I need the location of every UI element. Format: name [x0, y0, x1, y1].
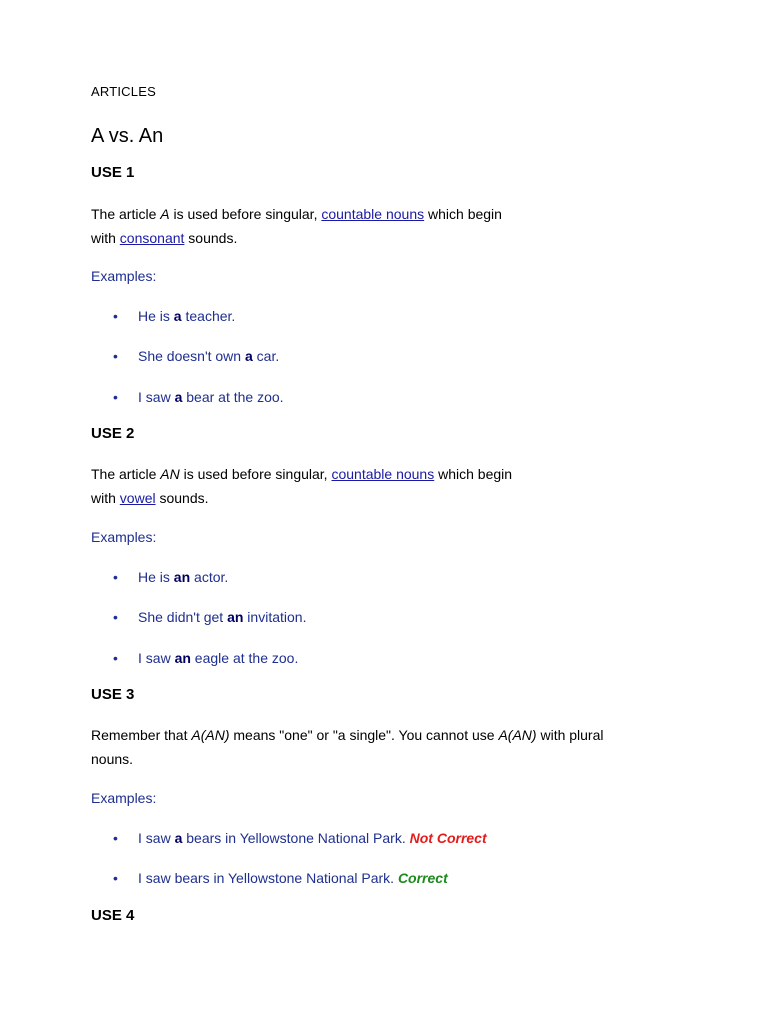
bullet-icon: • — [113, 870, 118, 886]
use2-paragraph: The article AN is used before singular, countable nouns which begin with vowel sounds. — [91, 466, 513, 506]
countable-nouns-link[interactable]: countable nouns — [321, 206, 425, 222]
use4-heading: USE 4 — [91, 907, 135, 924]
vowel-link[interactable]: vowel — [119, 490, 156, 506]
bullet-icon: • — [113, 348, 118, 364]
not-correct-label: Not Correct — [409, 830, 487, 846]
consonant-link[interactable]: consonant — [119, 230, 185, 246]
use3-heading: USE 3 — [91, 686, 135, 703]
bullet-icon: • — [113, 308, 118, 324]
section-label: ARTICLES — [91, 84, 156, 99]
document-page: ARTICLES A vs. An USE 1 The article A is used before singular, countable nouns which begin with consonant sounds. Examples: • He is a teacher. • She doesn't own a car. • I saw a bear at the zoo. USE 2 The article AN is used before singular, countable nouns which begin with vowel sounds. Examples: • He is an actor. • She didn't get an invitation. • I saw an eagle at the zoo. USE 3 Remember that A(AN) means "one" or "a single". You cannot use A(AN) with plural nouns. Examples: • I saw a bears in Yellowstone National Park. Not Correct • I saw bears in Yellowstone National Park. Correct USE 4 — [0, 0, 768, 1024]
use1-examples-label: Examples: — [91, 268, 157, 284]
countable-nouns-link-2[interactable]: countable nouns — [331, 466, 435, 482]
use2-heading: USE 2 — [91, 425, 135, 442]
use2-article: AN — [160, 466, 180, 482]
use2-examples-label: Examples: — [91, 529, 157, 545]
use1-heading: USE 1 — [91, 164, 135, 181]
bullet-icon: • — [113, 609, 118, 625]
bullet-icon: • — [113, 830, 118, 846]
use1-paragraph: The article A is used before singular, countable nouns which begin with consonant sounds. — [91, 206, 502, 246]
correct-label: Correct — [397, 870, 448, 886]
bullet-icon: • — [113, 569, 118, 585]
use3-paragraph: Remember that A(AN) means "one" or "a single". You cannot use A(AN) with plural nouns. — [91, 727, 604, 767]
bullet-icon: • — [113, 650, 118, 666]
bullet-icon: • — [113, 389, 118, 405]
use1-article: A — [160, 206, 170, 222]
use3-examples-label: Examples: — [91, 790, 157, 806]
page-title: A vs. An — [91, 125, 164, 147]
